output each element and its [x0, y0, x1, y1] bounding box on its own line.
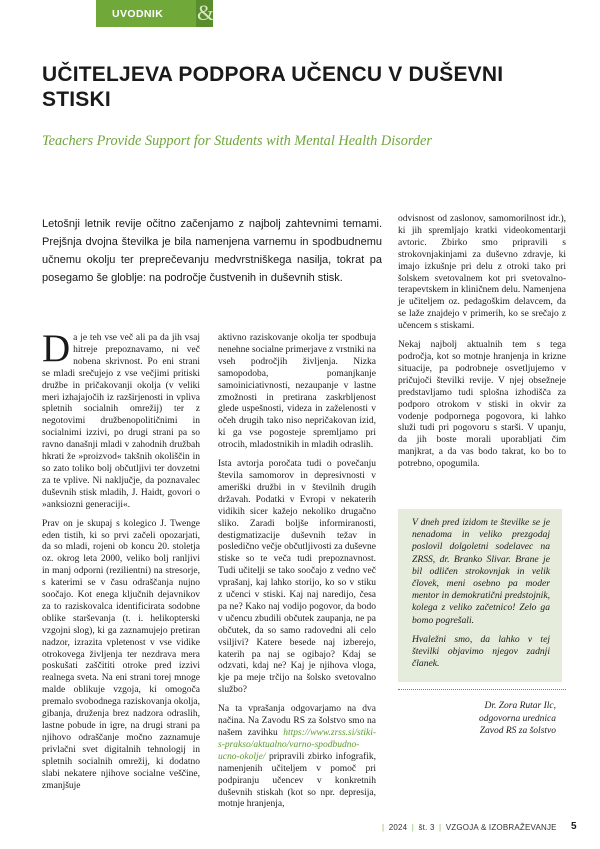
zrss-link[interactable]: https://www.zrss.si/stiki-s-prakso/aktualno/varno-spodbudno-ucno-okolje/	[218, 728, 377, 762]
column-1	[42, 327, 200, 799]
footer-issue: št. 3	[418, 823, 435, 832]
column-2	[218, 333, 376, 818]
footer: | 2024 | št. 3 | VZGOJA & IZOBRAŽEVANJE	[382, 823, 557, 832]
ampersand-glyph: &	[197, 0, 215, 25]
signature-org: Zavod RS za šolstvo	[479, 726, 556, 737]
signature	[398, 700, 556, 738]
col1-paragraph-1	[42, 327, 200, 512]
signature-role: odgovorna urednica	[479, 713, 556, 724]
signature-name: Dr. Zora Rutar Ilc,	[484, 701, 556, 711]
lead-paragraph: Letošnji letnik revije očitno začenjamo z najbolj zahtevnimi temami. Prejšnja dvojna številka je bila namenjena varnemu in spodbudnemu učnemu okolju ter preprečevanju medvrstniškega nasilja, tokrat pa posegamo še globlje: na področje čustvenih in duševnih stisk.	[42, 218, 382, 284]
footer-journal: VZGOJA & IZOBRAŽEVANJE	[445, 823, 557, 832]
col2-paragraph-3	[218, 704, 376, 811]
signature-divider	[398, 689, 566, 690]
article-title: UČITELJEVA PODPORA UČENCU V DUŠEVNI STISKI	[42, 63, 504, 111]
col2-paragraph-1: aktivno raziskovanje okolja ter spodbuja nenehne socialne primerjave z vrstniki na vseh področjih življenja. Nizka samopodoba, pomanjkanje samoiniciativnosti, nezaupanje v lastne zmožnosti in pretirana zaskrbljenost glede uspešnosti, videza in zaželenosti v očeh drugih tako niso nepričakovan izid, ki ga vse pogosteje spremljamo pri otrocih, mladostnikih in mladih odraslih.	[218, 333, 377, 451]
col1-paragraph-2: Prav on je skupaj s kolegico J. Twenge eden tistih, ki so prvi začeli opozarjati, da so mladi, rojeni ob koncu 20. stoletja oz. okrog leta 2000, veliko bolj ranljivi in manj odporni (rezilientni) na stresorje, s katerimi se v času odraščanja nujno soočajo. Kot enega ključnih dejavnikov za to raziskovalca identificirata sodobne oblike starševanja (t. i. helikopterski vzgojni slog), ki ga zaznamujejo pretiran nadzor, izrazita vpletenost v vse vidike otrokovega življenja ter nezdrava mera poskušati zaščititi otroke pred izzivi realnega sveta. Na eni strani torej mnoge malde oblikuje vzgoja, ki omogoča premalo svobodnega raziskovanja okolja, gibanja, druženja brez nadzora odraslih, lastne pobude in igre, na drugi strani pa njihovo odraščanje močno zaznamuje privlačni svet digitalnih tehnologij in spletnih socialnih omrežij, ki dodatno slabi nekatere njihove socialne veščine, zmanjšuje	[42, 518, 200, 791]
memorial-paragraph-2: Hvaležni smo, da lahko v tej številki objavimo njegov zadnji članek.	[412, 633, 550, 670]
col2-paragraph-2: Ista avtorja poročata tudi o povečanju števila samomorov in depresivnosti v ameriški družbi in v številnih drugih državah. Podatki v Evropi v nekaterih vidikih sicer kažejo nekoliko drugačno sliko. Zaradi boljše informiranosti, destigmatizacije duševnih težav in posledično večje občutljivosti za duševne stiske so te veča tudi prepoznavnost. Tudi učitelji se tako soočajo z vedno več vprašanj, kaj lahko storijo, ko so v stiku z učenci v stiski. Kaj naj naredijo, česa pa ne? Kako naj vodijo pogovor, da bodo v učencu zbudili občutek zaupanja, ne pa občutek, da so samo radovedni ali celo vsiljivi? Katere besede naj izberejo, katerih pa naj se ogibajo? Kdaj se odzvati, kdaj ne? Kaj je njihova vloga, kje pa meje trčijo na šolsko svetovalno službo?	[218, 459, 376, 696]
col1-paragraph-1-text: a je teh vse več ali pa da jih vsaj hitreje prepoznavamo, ni več nobena skrivnost. Po eni strani se mladi srečujejo z vse večjimi pritiski družbe in pričakovanji okolja (v veliki meri izhajajočih iz razširjenosti in vpliva spletnih socialnih omrežij) ter z negotovimi družbenopolitičnimi in socialnimi izzivi, po drugi strani pa so ravno današnji mladi v zahodnih družbah hkrati že »proizvod« takšnih okoliščin in so zato toliko bolj občutljivi ter dovzetni za te vplive. Ni naključje, da poznavalec duševnih stisk mladih, J. Haidt, govori o »anksiozni generaciji«.	[42, 333, 200, 510]
page-number: 5	[571, 821, 577, 832]
drop-cap: D	[42, 327, 71, 370]
column-3	[398, 214, 566, 478]
ampersand-logo	[196, 0, 213, 27]
memorial-box	[398, 509, 562, 682]
article-subtitle: Teachers Provide Support for Students with Mental Health Disorder	[42, 133, 432, 149]
section-label-text: UVODNIK	[112, 8, 164, 20]
memorial-paragraph-1: V dneh pred izidom te številke se je nenadoma in veliko prezgodaj poslovil dolgoletni sodelavec na ZRSS, dr. Branko Slivar. Brane je bil odličen strokovnjak in velik človek, meni osebno pa moder mentor in demokratični predstojnik, kolega z veliko začetnico! Zelo ga bomo pogrešali.	[412, 517, 550, 626]
col3-paragraph-2: Nekaj najbolj aktualnih tem s tega področja, kot so motnje hranjenja in krizne situacije, pa podrobneje osvetljujemo v pričujoči številki revije. V njej obsežneje predstavljamo tudi splošna izhodišča za podporo otrokom v stiski in okvir za vodenje podpornega pogovora, ki lahko služi tudi pri pogovoru s starši. V upanju, da jih boste morali uporabljati čim manjkrat, a da vas bodo takrat, ko bo to potrebno, opogumila.	[398, 340, 566, 470]
col3-paragraph-1: odvisnost od zaslonov, samomorilnost idr.), ki jih spremljajo kratki videokomentarji avtoric. Zbirko smo pripravili s strokovnjakinjami za duševno zdravje, ki imajo izkušnje pri delu z otroki tako pri šolskem svetovalnem kot pri svetovalno-terapevtskem in kliničnem delu. Namenjena je učiteljem oz. pedagoškim delavcem, da se laže znajdejo v primerih, ko se srečajo z učencem s stiskami.	[398, 214, 566, 332]
col2-paragraph-3-start: Na ta vprašanja odgovarjamo na dva načina. Na Zavodu RS za šolstvo smo na našem zavihku	[218, 704, 376, 738]
footer-year: 2024	[388, 823, 408, 832]
col2-paragraph-3-end: pripravili zbirko infografik, namenjenih učiteljem v pomoč pri podpiranju učencev v konkretnih duševnih stiskah (kot so npr. depresija, motnje hranjenja,	[218, 751, 377, 810]
